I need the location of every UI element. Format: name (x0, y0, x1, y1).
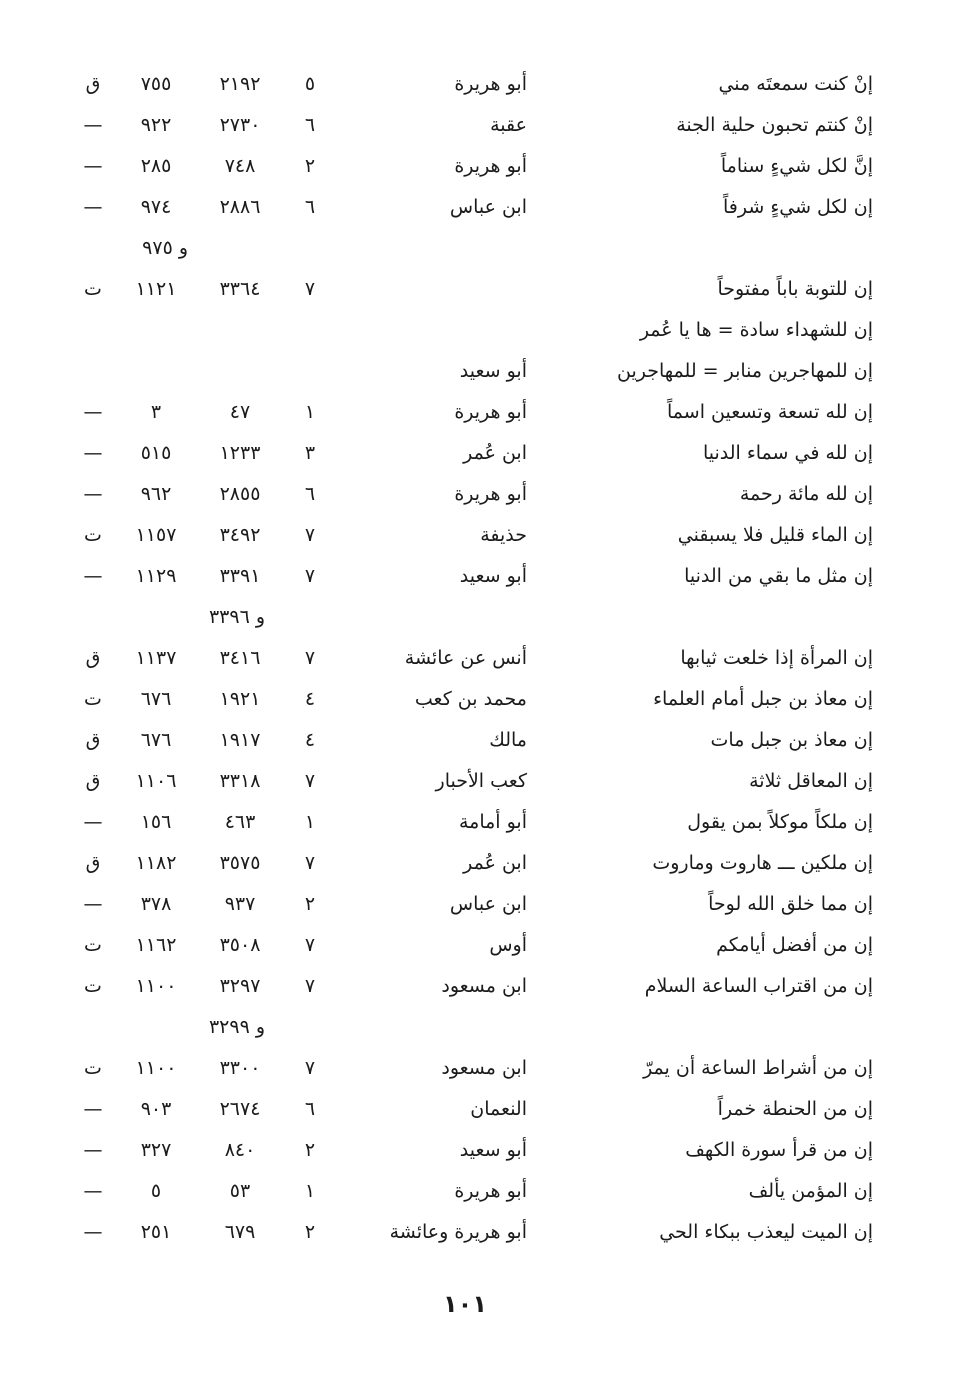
hadith-number: ٣٣١٨ (219, 770, 261, 792)
hadith-number: ٢٧٣٠ (219, 114, 261, 136)
page-number: ١٠١ (443, 1290, 487, 1318)
source-code: — (83, 1180, 103, 1202)
hadith-number: ٣٢٩٧ (219, 975, 261, 997)
page-reference: ٣٢٧ (140, 1139, 172, 1161)
hadith-text: إن المرأة إذا خلعت ثيابها (680, 647, 873, 669)
hadith-text: إن مما خلق الله لوحاً (708, 893, 873, 915)
narrator-name: أنس عن عائشة (404, 647, 527, 669)
index-entry-row (0, 433, 955, 474)
hadith-text: إن ملكاً موكلاً بمن يقول (687, 811, 873, 833)
source-code: — (83, 1098, 103, 1120)
page-reference: ٦٧٦ (140, 729, 172, 751)
hadith-number: ٥٣ (229, 1180, 251, 1202)
hadith-text: إن معاذ بن جبل أمام العلماء (653, 688, 873, 710)
narrator-name: أبو هريرة (454, 401, 527, 423)
source-code: ت (84, 934, 102, 956)
page-reference: ١١٠٦ (135, 770, 177, 792)
narrator-name: أبو هريرة وعائشة (389, 1221, 527, 1243)
hadith-number: ٨٤٠ (224, 1139, 256, 1161)
index-entry-row (0, 1130, 955, 1171)
narrator-name: ابن عباس (449, 196, 527, 218)
index-entry-row (0, 1171, 955, 1212)
page-reference: ١١٣٧ (135, 647, 177, 669)
hadith-text: إن من الحنطة خمراً (717, 1098, 873, 1120)
index-entry-row (0, 146, 955, 187)
volume-number: ٧ (304, 770, 316, 792)
source-code: ت (84, 1057, 102, 1079)
hadith-text: إن معاذ بن جبل مات (710, 729, 873, 751)
page-reference: ٩٧٤ (140, 196, 172, 218)
narrator-name: ابن عُمر (463, 852, 527, 874)
hadith-number: ٣٤١٦ (219, 647, 261, 669)
narrator-name: أبو هريرة (454, 483, 527, 505)
volume-number: ٦ (304, 1098, 316, 1120)
hadith-text: إن من أفضل أيامكم (716, 934, 873, 956)
source-code: ت (84, 688, 102, 710)
page-reference: ٩٢٢ (140, 114, 172, 136)
hadith-text: إن الماء قليل فلا يسبقني (677, 524, 873, 546)
hadith-number: ٢٨٥٥ (219, 483, 261, 505)
index-entry-row (0, 679, 955, 720)
volume-number: ٧ (304, 647, 316, 669)
index-entry-continuation (0, 1007, 955, 1048)
hadith-number: ٣٣٩١ (219, 565, 261, 587)
volume-number: ٧ (304, 278, 316, 300)
index-entry-row (0, 638, 955, 679)
page-reference: ٢٥١ (140, 1221, 172, 1243)
hadith-number: ٣٥٧٥ (219, 852, 261, 874)
narrator-name: أبو هريرة (454, 73, 527, 95)
index-entry-continuation (0, 597, 955, 638)
hadith-text: إن لله تسعة وتسعين اسماً (667, 401, 873, 423)
hadith-number: ٢٦٧٤ (219, 1098, 261, 1120)
hadith-number: ٣٥٠٨ (219, 934, 261, 956)
narrator-name: أوس (489, 934, 527, 956)
volume-number: ٢ (304, 1221, 316, 1243)
hadith-number: ٤٧ (229, 401, 251, 423)
source-code: ت (84, 524, 102, 546)
index-entry-row (0, 556, 955, 597)
source-code: — (83, 811, 103, 833)
source-code: ق (85, 770, 101, 792)
page-reference: ٣ (150, 401, 162, 423)
volume-number: ٢ (304, 1139, 316, 1161)
narrator-name: ابن مسعود (441, 975, 527, 997)
hadith-text: إن من قرأ سورة الكهف (685, 1139, 873, 1161)
volume-number: ٧ (304, 524, 316, 546)
source-code: — (83, 442, 103, 464)
source-code: — (83, 196, 103, 218)
source-code: — (83, 483, 103, 505)
index-entry-row (0, 720, 955, 761)
hadith-text: إنَّ لكل شيءٍ سناماً (720, 155, 873, 177)
narrator-name: ابن عُمر (463, 442, 527, 464)
hadith-number: ٣٤٩٢ (219, 524, 261, 546)
index-entry-row (0, 515, 955, 556)
source-code: ق (85, 729, 101, 751)
index-entry-row (0, 105, 955, 146)
page-reference: ١١٢٩ (135, 565, 177, 587)
narrator-name: ابن عباس (449, 893, 527, 915)
hadith-text: إنْ كنت سمعتَه مني (718, 73, 873, 95)
index-entry-row (0, 392, 955, 433)
index-entry-row (0, 269, 955, 310)
page-reference: ١١٢١ (135, 278, 177, 300)
narrator-name: النعمان (470, 1098, 527, 1120)
source-code: — (83, 893, 103, 915)
index-entry-continuation (0, 228, 955, 269)
source-code: ق (85, 73, 101, 95)
hadith-number: ٤٦٣ (224, 811, 256, 833)
index-entry-row (0, 474, 955, 515)
volume-number: ٤ (304, 688, 316, 710)
narrator-name: أبو أمامة (458, 811, 527, 833)
index-entry-row (0, 310, 955, 351)
source-code: ق (85, 852, 101, 874)
index-entry-row (0, 802, 955, 843)
page-reference: ٥ (150, 1180, 162, 1202)
narrator-name: ابن مسعود (441, 1057, 527, 1079)
hadith-number-extra: و ٣٢٩٩ (208, 1016, 265, 1038)
page-reference: ٩٠٣ (140, 1098, 172, 1120)
source-code: ت (84, 975, 102, 997)
hadith-text: إن من اقتراب الساعة السلام (644, 975, 873, 997)
source-code: — (83, 114, 103, 136)
page-reference: ٦٧٦ (140, 688, 172, 710)
page-reference: ١١٠٠ (135, 1057, 177, 1079)
hadith-number: ٧٤٨ (224, 155, 256, 177)
page-reference: ١١٠٠ (135, 975, 177, 997)
index-entry-row (0, 843, 955, 884)
source-code: — (83, 1221, 103, 1243)
narrator-name: أبو سعيد (459, 1139, 527, 1161)
index-entry-row (0, 884, 955, 925)
narrator-name: محمد بن كعب (414, 688, 527, 710)
source-code: — (83, 401, 103, 423)
source-code: ق (85, 647, 101, 669)
volume-number: ٢ (304, 155, 316, 177)
hadith-number: ١٩٢١ (219, 688, 261, 710)
volume-number: ٧ (304, 1057, 316, 1079)
hadith-number: ١٢٣٣ (219, 442, 261, 464)
narrator-name: أبو سعيد (459, 360, 527, 382)
hadith-text: إنْ كنتم تحبون حلية الجنة (676, 114, 873, 136)
hadith-text: إن المعاقل ثلاثة (749, 770, 873, 792)
volume-number: ٧ (304, 934, 316, 956)
hadith-text: إن للمهاجرين منابر = للمهاجرين (617, 360, 873, 382)
page-reference: ٢٨٥ (140, 155, 172, 177)
hadith-text: إن للشهداء سادة = ها يا عُمر (639, 319, 873, 341)
index-entry-row (0, 64, 955, 105)
page-reference: ١١٨٢ (135, 852, 177, 874)
index-entry-row (0, 966, 955, 1007)
volume-number: ٢ (304, 893, 316, 915)
volume-number: ٧ (304, 975, 316, 997)
hadith-text: إن المؤمن يألف (748, 1180, 873, 1202)
volume-number: ٧ (304, 852, 316, 874)
page-reference: ٥١٥ (140, 442, 172, 464)
volume-number: ٣ (304, 442, 316, 464)
source-code: — (83, 155, 103, 177)
hadith-index-list (0, 64, 955, 1253)
hadith-number: ١٩١٧ (219, 729, 261, 751)
volume-number: ٤ (304, 729, 316, 751)
source-code: ت (84, 278, 102, 300)
hadith-text: إن الميت ليعذب ببكاء الحي (659, 1221, 873, 1243)
hadith-number: ٢١٩٢ (219, 73, 261, 95)
index-entry-row (0, 1089, 955, 1130)
hadith-number: ٣٣٠٠ (219, 1057, 261, 1079)
index-entry-row (0, 1212, 955, 1253)
narrator-name: كعب الأحبار (435, 770, 527, 792)
volume-number: ٦ (304, 483, 316, 505)
page-reference-extra: و ٩٧٥ (142, 237, 188, 259)
index-entry-row (0, 1048, 955, 1089)
page-reference: ٣٧٨ (140, 893, 172, 915)
narrator-name: أبو سعيد (459, 565, 527, 587)
narrator-name: أبو هريرة (454, 155, 527, 177)
hadith-number: ٦٧٩ (224, 1221, 256, 1243)
narrator-name: مالك (489, 729, 527, 751)
hadith-text: إن ملكين ـــ هاروت وماروت (652, 852, 873, 874)
page-reference: ٩٦٢ (140, 483, 172, 505)
page-reference: ٧٥٥ (140, 73, 172, 95)
hadith-number: ٢٨٨٦ (219, 196, 261, 218)
volume-number: ٦ (304, 196, 316, 218)
volume-number: ٧ (304, 565, 316, 587)
page-reference: ١١٥٧ (135, 524, 177, 546)
volume-number: ١ (304, 401, 316, 423)
index-entry-row (0, 761, 955, 802)
page-reference: ١١٦٢ (135, 934, 177, 956)
hadith-text: إن لله مائة رحمة (739, 483, 873, 505)
volume-number: ١ (304, 811, 316, 833)
hadith-number: ٣٣٦٤ (219, 278, 261, 300)
volume-number: ٦ (304, 114, 316, 136)
narrator-name: عقبة (490, 114, 527, 136)
hadith-number: ٩٣٧ (224, 893, 256, 915)
source-code: — (83, 565, 103, 587)
hadith-number-extra: و ٣٣٩٦ (208, 606, 265, 628)
hadith-text: إن لكل شيءٍ شرفاً (723, 196, 873, 218)
index-entry-row (0, 925, 955, 966)
narrator-name: أبو هريرة (454, 1180, 527, 1202)
narrator-name: حذيفة (480, 524, 527, 546)
index-entry-row (0, 351, 955, 392)
hadith-text: إن من أشراط الساعة أن يمرّ (643, 1057, 873, 1079)
index-entry-row (0, 187, 955, 228)
volume-number: ٥ (304, 73, 316, 95)
hadith-text: إن لله في سماء الدنيا (702, 442, 873, 464)
volume-number: ١ (304, 1180, 316, 1202)
hadith-text: إن للتوبة باباً مفتوحاً (717, 278, 873, 300)
hadith-text: إن مثل ما بقي من الدنيا (684, 565, 873, 587)
source-code: — (83, 1139, 103, 1161)
page-reference: ١٥٦ (140, 811, 172, 833)
